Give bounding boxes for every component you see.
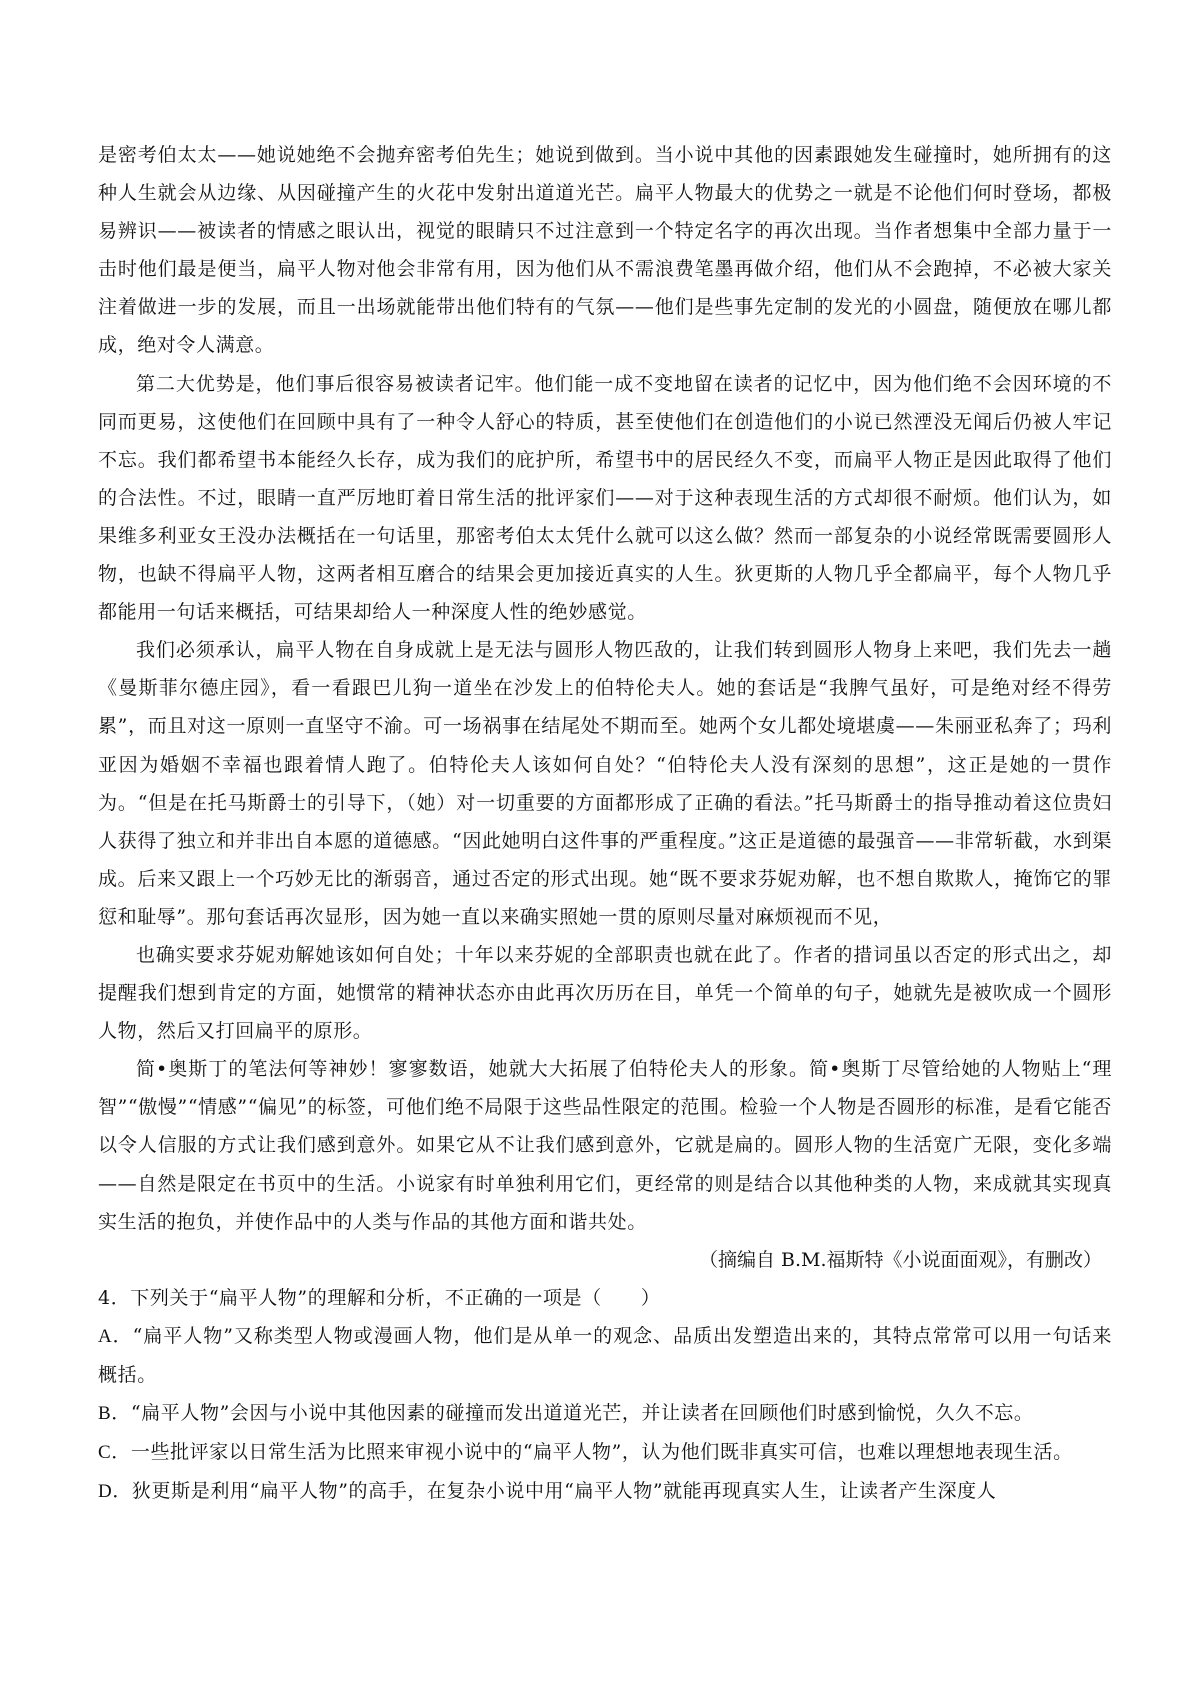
option-a bbox=[98, 1317, 1112, 1394]
passage-source: （摘编自 B.M.福斯特《小说面面观》，有删改） bbox=[698, 1248, 1102, 1271]
option-letter: D． bbox=[98, 1481, 132, 1503]
option-text: 狄更斯是利用“扁平人物”的高手，在复杂小说中用“扁平人物”就能再现真实人生，让读者产生深度人 bbox=[131, 1480, 997, 1503]
option-text: 一些批评家以日常生活为比照来审视小说中的“扁平人物”，认为他们既非真实可信，也难以理想地表现生活。 bbox=[130, 1441, 1073, 1464]
option-letter: C． bbox=[98, 1442, 131, 1464]
option-text: “扁平人物”又称类型人物或漫画人物，他们是从单一的观念、品质出发塑造出来的，其特点常常可以用一句话来概括。 bbox=[98, 1324, 1112, 1386]
option-text: “扁平人物”会因与小说中其他因素的碰撞而发出道道光芒，并让读者在回顾他们时感到愉悦，久久不忘。 bbox=[130, 1402, 1034, 1425]
passage-paragraph: 我们必须承认，扁平人物在自身成就上是无法与圆形人物匹敌的，让我们转到圆形人物身上来吧，我们先去一趟《曼斯菲尔德庄园》，看一看跟巴儿狗一道坐在沙发上的伯特伦夫人。她的套话是“我脾气虽好，可是绝对经不得劳累”，而且对这一原则一直坚守不渝。可一场祸事在结尾处不期而至。她两个女儿都处境堪虞——朱丽亚私奔了；玛利亚因为婚姻不幸福也跟着情人跑了。伯特伦夫人该如何自处？“伯特伦夫人没有深刻的思想”，这正是她的一贯作为。“但是在托马斯爵士的引导下，（她）对一切重要的方面都形成了正确的看法。”托马斯爵士的指导推动着这位贵妇人获得了独立和并非出自本愿的道德感。“因此她明白这件事的严重程度。”这正是道德的最强音——非常斩截，水到渠成。后来又跟上一个巧妙无比的渐弱音，通过否定的形式出现。她“既不要求芬妮劝解，也不想自欺欺人，掩饰它的罪愆和耻辱”。那句套话再次显形，因为她一直以来确实照她一贯的原则尽量对麻烦视而不见， bbox=[98, 639, 1112, 928]
passage-paragraph: 第二大优势是，他们事后很容易被读者记牢。他们能一成不变地留在读者的记忆中，因为他们绝不会因环境的不同而更易，这使他们在回顾中具有了一种令人舒心的特质，甚至使他们在创造他们的小说已然湮没无闻后仍被人牢记不忘。我们都希望书本能经久长存，成为我们的庇护所，希望书中的居民经久不变，而扁平人物正是因此取得了他们的合法性。不过，眼睛一直严厉地盯着日常生活的批评家们——对于这种表现生活的方式却很不耐烦。他们认为，如果维多利亚女王没办法概括在一句话里，那密考伯太太凭什么就可以这么做？然而一部复杂的小说经常既需要圆形人物，也缺不得扁平人物，这两者相互磨合的结果会更加接近真实的人生。狄更斯的人物几乎全都扁平，每个人物几乎都能用一句话来概括，可结果却给人一种深度人性的绝妙感觉。 bbox=[98, 372, 1112, 624]
reading-passage bbox=[98, 136, 1112, 1279]
passage-paragraph: 是密考伯太太——她说她绝不会抛弃密考伯先生；她说到做到。当小说中其他的因素跟她发生碰撞时，她所拥有的这种人生就会从边缘、从因碰撞产生的火花中发射出道道光芒。扁平人物最大的优势之一就是不论他们何时登场，都极易辨识——被读者的情感之眼认出，视觉的眼睛只不过注意到一个特定名字的再次出现。当作者想集中全部力量于一击时他们最是便当，扁平人物对他会非常有用，因为他们从不需浪费笔墨再做介绍，他们从不会跑掉，不必被大家关注着做进一步的发展，而且一出场就能带出他们特有的气氛——他们是些事先定制的发光的小圆盘，随便放在哪儿都成，绝对令人满意。 bbox=[98, 144, 1112, 357]
option-letter: A． bbox=[98, 1325, 133, 1347]
option-letter: B． bbox=[98, 1403, 131, 1425]
option-d bbox=[98, 1472, 1112, 1511]
question-stem: 4．下列关于“扁平人物”的理解和分析，不正确的一项是（ ） bbox=[98, 1286, 661, 1309]
exam-page bbox=[98, 136, 1112, 1511]
question-block bbox=[98, 1279, 1112, 1512]
passage-paragraph: 也确实要求芬妮劝解她该如何自处；十年以来芬妮的全部职责也就在此了。作者的措词虽以否定的形式出之，却提醒我们想到肯定的方面，她惯常的精神状态亦由此再次历历在目，单凭一个简单的句子，她就先是被吹成一个圆形人物，然后又打回扁平的原形。 bbox=[98, 943, 1112, 1043]
option-b bbox=[98, 1394, 1112, 1433]
passage-paragraph: 简•奥斯丁的笔法何等神妙！寥寥数语，她就大大拓展了伯特伦夫人的形象。简•奥斯丁尽管给她的人物贴上“理智”“傲慢”“情感”“偏见”的标签，可他们绝不局限于这些品性限定的范围。检验一个人物是否圆形的标准，是看它能否以令人信服的方式让我们感到意外。如果它从不让我们感到意外，它就是扁的。圆形人物的生活宽广无限，变化多端——自然是限定在书页中的生活。小说家有时单独利用它们，更经常的则是结合以其他种类的人物，来成就其实现真实生活的抱负，并使作品中的人类与作品的其他方面和谐共处。 bbox=[98, 1058, 1112, 1233]
option-c bbox=[98, 1433, 1112, 1472]
